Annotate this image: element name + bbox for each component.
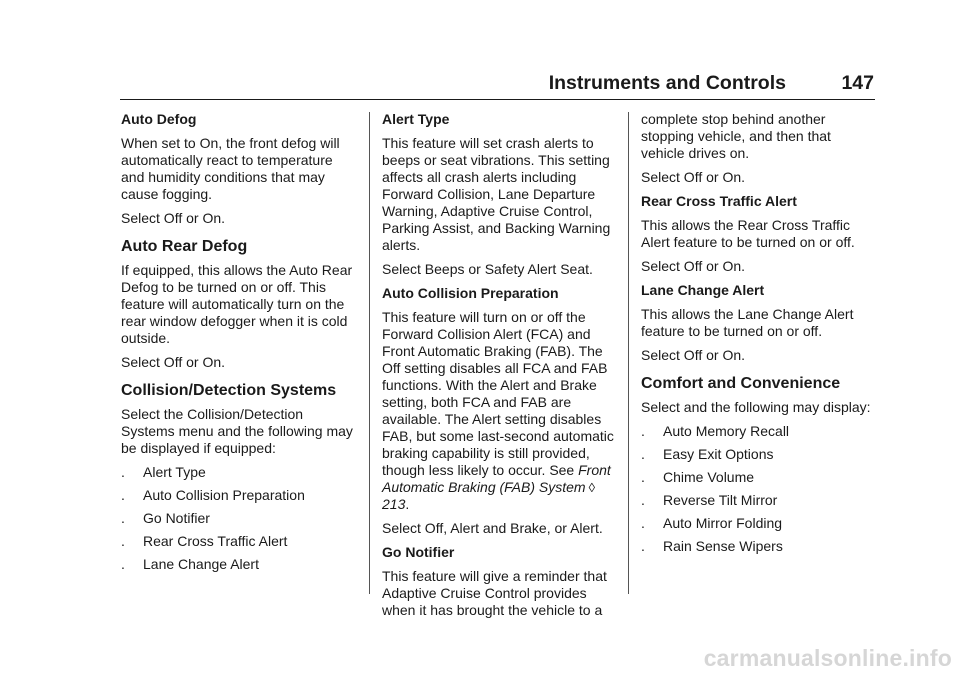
bullet: .	[641, 469, 645, 485]
see-word: See	[549, 462, 575, 478]
auto-rear-defog-select: Select Off or On.	[121, 354, 226, 370]
alert-type-label: Alert Type	[382, 111, 450, 127]
auto-collision-prep-text	[382, 309, 622, 513]
list-item-text: Lane Change Alert	[143, 556, 259, 572]
comfort-text: Select and the following may display:	[641, 399, 871, 415]
column-3	[641, 111, 877, 561]
list-item-text: Rear Cross Traffic Alert	[143, 533, 288, 549]
bullet: .	[641, 446, 645, 462]
period: .	[405, 496, 410, 512]
list-item	[641, 515, 877, 532]
go-notifier-text-cont: complete stop behind another stopping vehicle, and then that vehicle drives on.	[641, 111, 831, 161]
go-notifier-label: Go Notifier	[382, 544, 455, 560]
collision-detection-heading: Collision/Detection Systems	[121, 382, 337, 399]
bullet: .	[121, 556, 125, 572]
list-item	[641, 469, 877, 486]
auto-defog-select: Select Off or On.	[121, 210, 226, 226]
header-rule	[120, 99, 875, 100]
collision-detection-text: Select the Collision/Detection Systems menu and the following may be displayed if equipped:	[121, 406, 353, 456]
fab-reference-page[interactable]: 213	[382, 496, 406, 512]
lane-change-text: This allows the Lane Change Alert feature to be turned on or off.	[641, 306, 854, 339]
column-1	[121, 111, 359, 579]
comfort-heading: Comfort and Convenience	[641, 375, 841, 392]
auto-rear-defog-text: If equipped, this allows the Auto Rear Defog to be turned on or off. This feature will automatically turn on the rear window defogger when it is cold outside.	[121, 262, 353, 346]
auto-collision-prep-label: Auto Collision Preparation	[382, 285, 559, 301]
auto-collision-prep-select: Select Off, Alert and Brake, or Alert.	[382, 520, 603, 536]
go-notifier-select: Select Off or On.	[641, 169, 746, 185]
list-item-text: Auto Collision Preparation	[143, 487, 305, 503]
list-item	[121, 487, 359, 504]
lane-change-label: Lane Change Alert	[641, 282, 765, 298]
list-item-text: Rain Sense Wipers	[663, 538, 783, 554]
list-item-text: Go Notifier	[143, 510, 210, 526]
list-item	[641, 492, 877, 509]
alert-type-select: Select Beeps or Safety Alert Seat.	[382, 261, 593, 277]
auto-defog-label: Auto Defog	[121, 111, 197, 127]
rear-cross-traffic-text: This allows the Rear Cross Traffic Alert feature to be turned on or off.	[641, 217, 855, 250]
column-2	[382, 111, 622, 626]
list-item	[121, 464, 359, 481]
list-item	[121, 533, 359, 550]
collision-detection-list	[121, 464, 359, 573]
list-item	[641, 538, 877, 555]
page-ref-arrow-icon: ◊	[588, 480, 596, 495]
bullet: .	[641, 423, 645, 439]
fab-reference-link[interactable]: Front Automatic Braking (FAB) System	[382, 462, 611, 495]
list-item-text: Reverse Tilt Mirror	[663, 492, 778, 508]
list-item	[641, 423, 877, 440]
bullet: .	[641, 538, 645, 554]
list-item-text: Alert Type	[143, 464, 206, 480]
bullet: .	[121, 510, 125, 526]
alert-type-text: This feature will set crash alerts to beeps or seat vibrations. This setting affects all crash alerts including Forward Collision, Lane Departure Warning, Adaptive Cruise Control, Parking Assist, and Backing Warning alerts.	[382, 135, 611, 253]
auto-collision-prep-body: This feature will turn on or off the Forward Collision Alert (FCA) and Front Automatic Braking (FAB). The Off setting disables all FCA and FAB functions. With the Alert and Brake setting, both FCA and FAB are available. The Alert setting disables FAB, but some last-second automatic braking capability is still provided, though less likely to occur.	[382, 309, 614, 478]
list-item-text: Auto Memory Recall	[663, 423, 790, 439]
rear-cross-traffic-select: Select Off or On.	[641, 258, 746, 274]
list-item	[641, 446, 877, 463]
list-item-text: Chime Volume	[663, 469, 755, 485]
bullet: .	[121, 487, 125, 503]
auto-rear-defog-heading: Auto Rear Defog	[121, 238, 248, 255]
bullet: .	[121, 464, 125, 480]
bullet: .	[641, 492, 645, 508]
page-number: 147	[841, 72, 874, 94]
column-divider-1	[369, 112, 370, 594]
list-item-text: Easy Exit Options	[663, 446, 774, 462]
go-notifier-text: This feature will give a reminder that Adaptive Cruise Control provides when it has brought the vehicle to a	[382, 568, 607, 618]
list-item-text: Auto Mirror Folding	[663, 515, 783, 531]
lane-change-select: Select Off or On.	[641, 347, 746, 363]
comfort-list	[641, 423, 877, 555]
bullet: .	[121, 533, 125, 549]
auto-defog-text: When set to On, the front defog will automatically react to temperature and humidity conditions that may cause fogging.	[121, 135, 340, 202]
list-item	[121, 510, 359, 527]
bullet: .	[641, 515, 645, 531]
list-item	[121, 556, 359, 573]
column-divider-2	[628, 112, 629, 594]
page-header-title: Instruments and Controls	[548, 72, 786, 94]
site-watermark: carmanualsonline.info	[703, 645, 952, 671]
rear-cross-traffic-label: Rear Cross Traffic Alert	[641, 193, 797, 209]
